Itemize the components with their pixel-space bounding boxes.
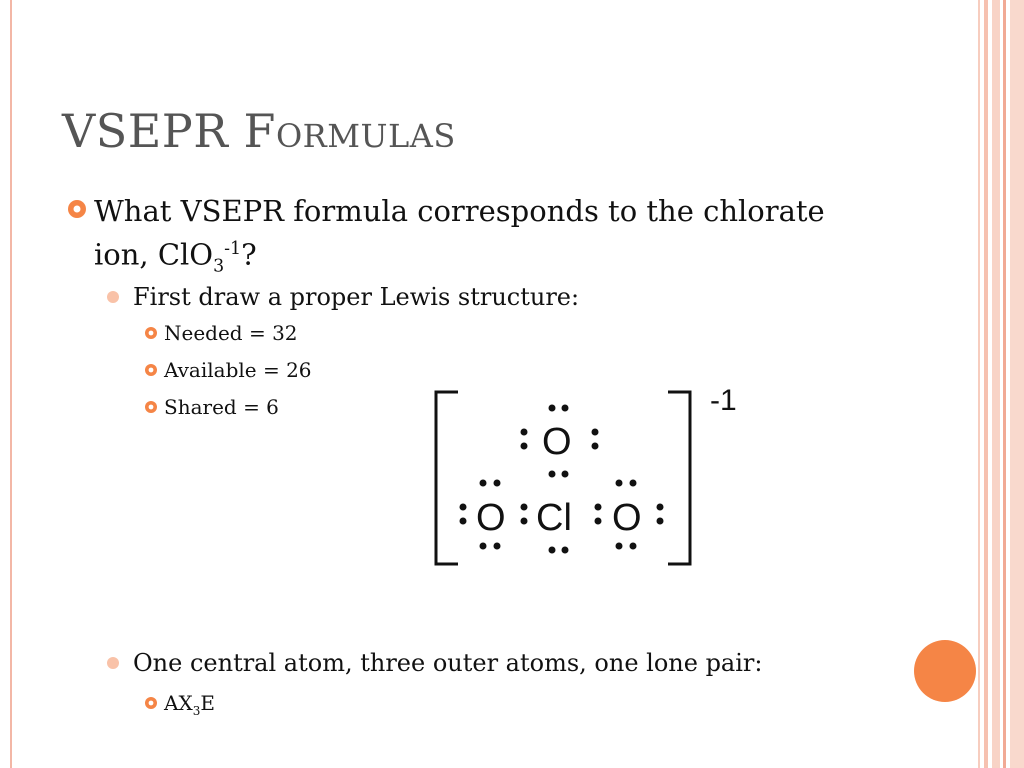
decorative-stripe bbox=[992, 0, 1000, 768]
decorative-stripe bbox=[1003, 0, 1006, 768]
bullet-needed bbox=[144, 320, 298, 346]
question-text bbox=[94, 192, 825, 285]
atom-right-oxygen: O bbox=[612, 497, 642, 539]
bullet-question bbox=[66, 192, 825, 285]
bullet-icon bbox=[144, 363, 158, 377]
lewis-step-text: First draw a proper Lewis structure: bbox=[133, 283, 580, 311]
formula-subscript: 3 bbox=[192, 704, 201, 718]
slide-title bbox=[62, 104, 456, 158]
question-superscript: -1 bbox=[224, 239, 242, 259]
formula-ax: AX bbox=[164, 691, 193, 715]
available-text: Available = 26 bbox=[164, 358, 312, 382]
decorative-stripe bbox=[984, 0, 988, 768]
bullet-icon bbox=[144, 696, 158, 710]
bullet-dot-icon bbox=[106, 290, 120, 304]
question-ion: ion, ClO bbox=[94, 237, 214, 272]
needed-text: Needed = 32 bbox=[164, 321, 298, 345]
bullet-icon bbox=[144, 400, 158, 414]
bullet-icon bbox=[66, 198, 88, 220]
bullet-shared bbox=[144, 394, 279, 420]
slide-frame-line bbox=[10, 0, 12, 768]
question-subscript: 3 bbox=[213, 256, 225, 277]
bullet-formula bbox=[144, 690, 215, 724]
question-mark: ? bbox=[241, 237, 257, 272]
decorative-orange-circle bbox=[914, 640, 976, 702]
atom-left-oxygen: O bbox=[476, 497, 506, 539]
bullet-summary bbox=[106, 648, 762, 678]
bullet-icon bbox=[144, 326, 158, 340]
shared-text: Shared = 6 bbox=[164, 395, 279, 419]
bullet-available bbox=[144, 357, 312, 383]
right-bracket bbox=[668, 392, 690, 564]
atom-central-chlorine: Cl bbox=[536, 497, 572, 539]
atom-top-oxygen: O bbox=[542, 421, 572, 463]
left-bracket bbox=[436, 392, 458, 564]
question-line-2 bbox=[94, 230, 825, 285]
decorative-stripe bbox=[978, 0, 980, 768]
title-smallcaps: Formulas bbox=[243, 104, 456, 158]
formula-e: E bbox=[200, 691, 215, 715]
summary-text: One central atom, three outer atoms, one lone pair: bbox=[133, 649, 763, 677]
formula-text bbox=[164, 690, 215, 724]
question-line-1: What VSEPR formula corresponds to the chlorate bbox=[94, 194, 825, 228]
lewis-structure-diagram bbox=[420, 380, 760, 580]
decorative-stripe bbox=[1010, 0, 1024, 768]
title-main: VSEPR bbox=[62, 104, 244, 158]
bullet-lewis-step bbox=[106, 282, 579, 312]
ion-charge: -1 bbox=[710, 384, 737, 417]
bullet-dot-icon bbox=[106, 656, 120, 670]
